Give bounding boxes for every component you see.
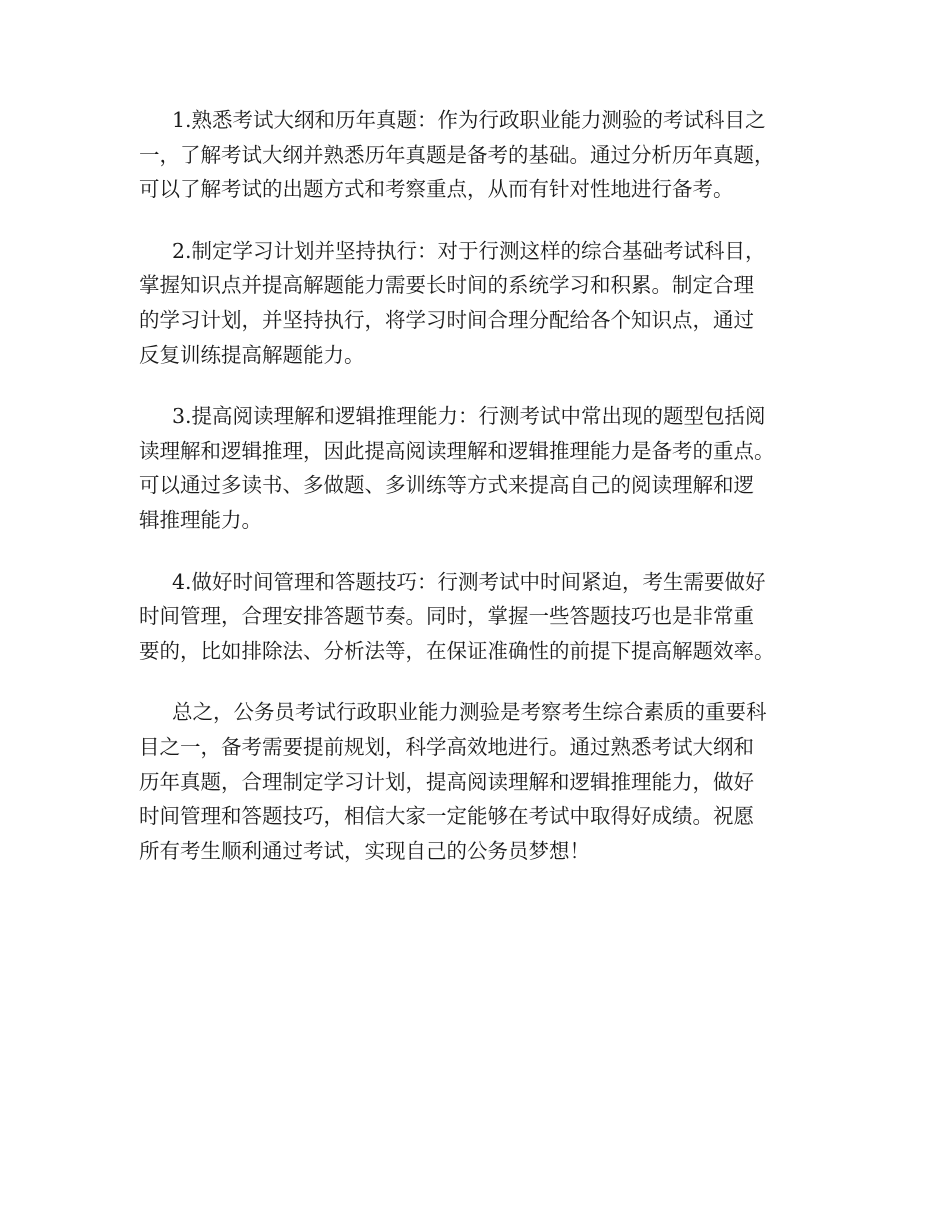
- paragraph-line: 总之，公务员考试行政职业能力测验是考察考生综合素质的重要科: [172, 700, 767, 725]
- paragraph-line: 一，了解考试大纲并熟悉历年真题是备考的基础。通过分析历年真题，: [139, 142, 775, 167]
- paragraph-2: [139, 234, 829, 372]
- paragraph-line: 历年真题，合理制定学习计划，提高阅读理解和逻辑推理能力，做好: [139, 769, 754, 794]
- paragraph-line: 2.制定学习计划并坚持执行：对于行测这样的综合基础考试科目，: [172, 238, 766, 263]
- paragraph-4: [139, 565, 829, 669]
- paragraph-line: 掌握知识点并提高解题能力需要长时间的系统学习和积累。制定合理: [139, 273, 754, 298]
- paragraph-line: 时间管理，合理安排答题节奏。同时，掌握一些答题技巧也是非常重: [139, 604, 754, 629]
- paragraph-line: 1.熟悉考试大纲和历年真题：作为行政职业能力测验的考试科目之: [172, 108, 766, 132]
- paragraph-line: 4.做好时间管理和答题技巧：行测考试中时间紧迫，考生需要做好: [172, 569, 766, 594]
- paragraph-line: 可以了解考试的出题方式和考察重点，从而有针对性地进行备考。: [139, 177, 734, 202]
- paragraph-line: 所有考生顺利通过考试，实现自己的公务员梦想！: [139, 838, 590, 863]
- document-body: [139, 103, 829, 895]
- paragraph-line: 辑推理能力。: [139, 507, 262, 532]
- paragraph-line: 目之一，备考需要提前规划，科学高效地进行。通过熟悉考试大纲和: [139, 734, 754, 759]
- paragraph-line: 可以通过多读书、多做题、多训练等方式来提高自己的阅读理解和逻: [139, 473, 754, 498]
- paragraph-line: 反复训练提高解题能力。: [139, 342, 365, 367]
- paragraph-1: [139, 103, 829, 207]
- paragraph-line: 读理解和逻辑推理，因此提高阅读理解和逻辑推理能力是备考的重点。: [139, 438, 775, 463]
- paragraph-line: 的学习计划，并坚持执行，将学习时间合理分配给各个知识点，通过: [139, 307, 754, 332]
- paragraph-line: 时间管理和答题技巧，相信大家一定能够在考试中取得好成绩。祝愿: [139, 804, 754, 829]
- paragraph-line: 3.提高阅读理解和逻辑推理能力：行测考试中常出现的题型包括阅: [172, 404, 766, 429]
- paragraph-5: [139, 695, 829, 868]
- paragraph-line: 要的，比如排除法、分析法等，在保证准确性的前提下提高解题效率。: [139, 638, 775, 663]
- paragraph-3: [139, 399, 829, 537]
